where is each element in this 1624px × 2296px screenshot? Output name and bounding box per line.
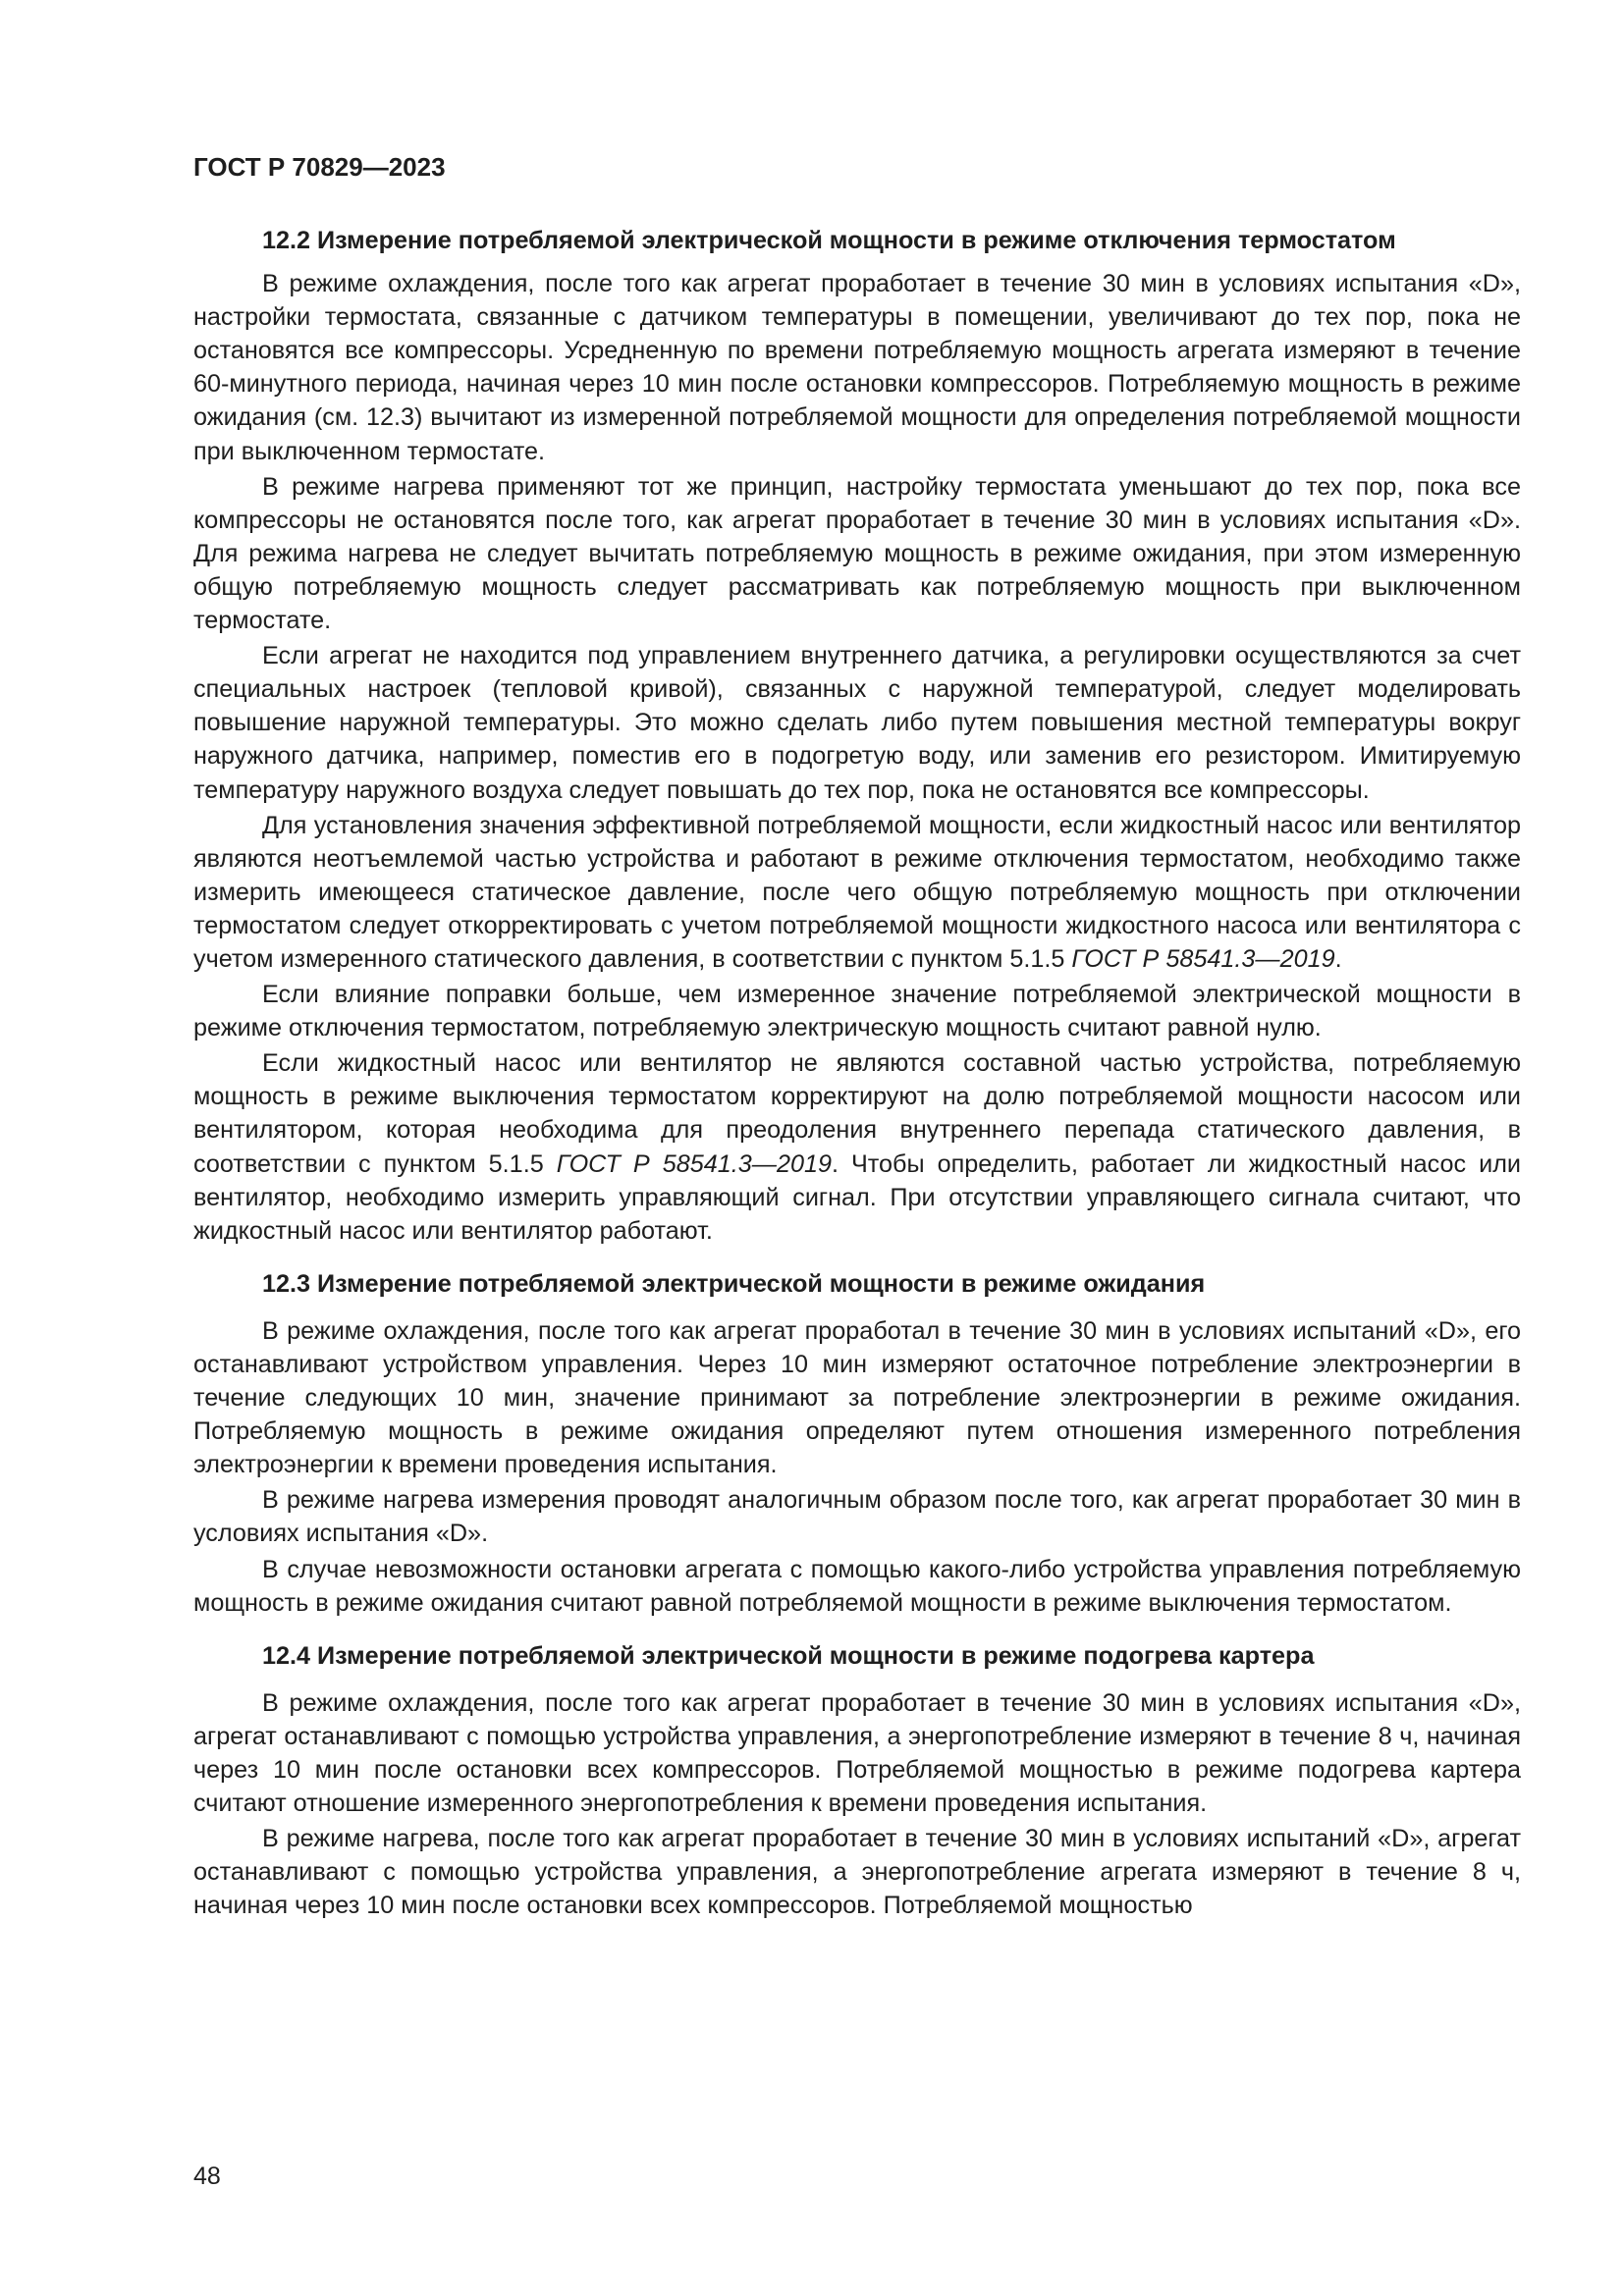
paragraph-text: Если жидкостный насос или вентилятор не являются составной частью устройства, потребляемую мощность в режиме выключения термостатом корректируют на долю потребляемой мощности насосом или вентилятором, которая необходима для преодоления внутреннего перепада статического давления, в соответствии с пунктом 5.1.5 <box>193 1049 1521 1178</box>
section-12-2-title: 12.2 Измерение потребляемой электрической мощности в режиме отключения термостатом <box>262 227 1396 254</box>
paragraph: В режиме охлаждения, после того как агрегат проработает в течение 30 мин в условиях испытания «D», настройки термостата, связанные с датчиком температуры в помещении, увеличивают до тех пор, пока не остановятся все компрессоры. Усредненную по времени потребляемую мощность агрегата измеряют в течение 60-минутного периода, начиная через 10 мин после остановки компрессоров. Потребляемую мощность в режиме ожидания (см. 12.3) вычитают из измеренной потребляемой мощности для определения потребляемой мощности при выключенном термостате. <box>193 270 1521 465</box>
paragraph-text: Для установления значения эффективной потребляемой мощности, если жидкостный насос или вентилятор являются неотъемлемой частью устройства и работают в режиме отключения термостатом, необходимо также измерить имеющееся статическое давление, после чего общую потребляемую мощность при отключении термостатом следует откорректировать с учетом потребляемой мощности жидкостного насоса или вентилятора с учетом измеренного статического давления, в соответствии с пунктом 5.1.5 <box>193 811 1521 973</box>
paragraph: В случае невозможности остановки агрегата с помощью какого-либо устройства управления потребляемую мощность в режиме ожидания считают равной потребляемой мощности в режиме выключения термостатом. <box>193 1555 1521 1617</box>
paragraph: В режиме нагрева измерения проводят аналогичным образом после того, как агрегат проработает 30 мин в условиях испытания «D». <box>193 1486 1521 1548</box>
paragraph-text: . Чтобы определить, работает ли жидкостный насос или вентилятор, необходимо измерить управляющий сигнал. При отсутствии управляющего сигнала считают, что жидкостный насос или вентилятор работают. <box>193 1149 1521 1245</box>
paragraph: Если влияние поправки больше, чем измеренное значение потребляемой электрической мощности в режиме отключения термостатом, потребляемую электрическую мощность считают равной нулю. <box>193 981 1521 1042</box>
paragraph: В режиме нагрева применяют тот же принцип, настройку термостата уменьшают до тех пор, пока все компрессоры не остановятся после того, как агрегат проработает в течение 30 мин в условиях испытания «D». Для режима нагрева не следует вычитать потребляемую мощность в режиме ожидания, при этом измеренную общую потребляемую мощность следует рассматривать как потребляемую мощность при выключенном термостате. <box>193 472 1521 635</box>
section-12-3-title: 12.3 Измерение потребляемой электрической мощности в режиме ожидания <box>262 1269 1206 1298</box>
paragraph <box>193 809 1521 976</box>
paragraph: В режиме охлаждения, после того как агрегат проработал в течение 30 мин в условиях испытаний «D», его останавливают устройством управления. Через 10 мин измеряют остаточное потребление электроэнергии в течение следующих 10 мин, значение принимают за потребление электроэнергии в режиме ожидания. Потребляемую мощность в режиме ожидания определяют путем отношения измеренного потребления электроэнергии к времени проведения испытания. <box>193 1316 1521 1479</box>
standard-reference: ГОСТ Р 58541.3—2019 <box>1071 944 1335 973</box>
section-12-4-title: 12.4 Измерение потребляемой электрической мощности в режиме подогрева картера <box>262 1641 1315 1670</box>
document-header: ГОСТ Р 70829—2023 <box>193 152 446 182</box>
page-number: 48 <box>193 2163 221 2190</box>
document-body <box>193 224 1521 1925</box>
paragraph: Если агрегат не находится под управлением внутреннего датчика, а регулировки осуществляются за счет специальных настроек (тепловой кривой), связанных с наружной температурой, следует моделировать повышение наружной температуры. Это можно сделать либо путем повышения местной температуры вокруг наружного датчика, например, поместив его в подогретую воду, или заменив его резистором. Имитируемую температуру наружного воздуха следует повышать до тех пор, пока не остановятся все компрессоры. <box>193 642 1521 804</box>
paragraph: В режиме нагрева, после того как агрегат проработает в течение 30 мин в условиях испытаний «D», агрегат останавливают с помощью устройства управления, а энергопотребление агрегата измеряют в течение 8 ч, начиная через 10 мин после остановки всех компрессоров. Потребляемой мощностью <box>193 1825 1521 1920</box>
paragraph: В режиме охлаждения, после того как агрегат проработает в течение 30 мин в условиях испытания «D», агрегат останавливают с помощью устройства управления, а энергопотребление измеряют в течение 8 ч, начиная через 10 мин после остановки всех компрессоров. Потребляемой мощностью в режиме подогрева картера считают отношение измеренного энергопотребления к времени проведения испытания. <box>193 1688 1521 1818</box>
paragraph-text: . <box>1334 944 1342 973</box>
standard-reference: ГОСТ Р 58541.3—2019 <box>556 1149 832 1178</box>
paragraph <box>193 1046 1521 1248</box>
